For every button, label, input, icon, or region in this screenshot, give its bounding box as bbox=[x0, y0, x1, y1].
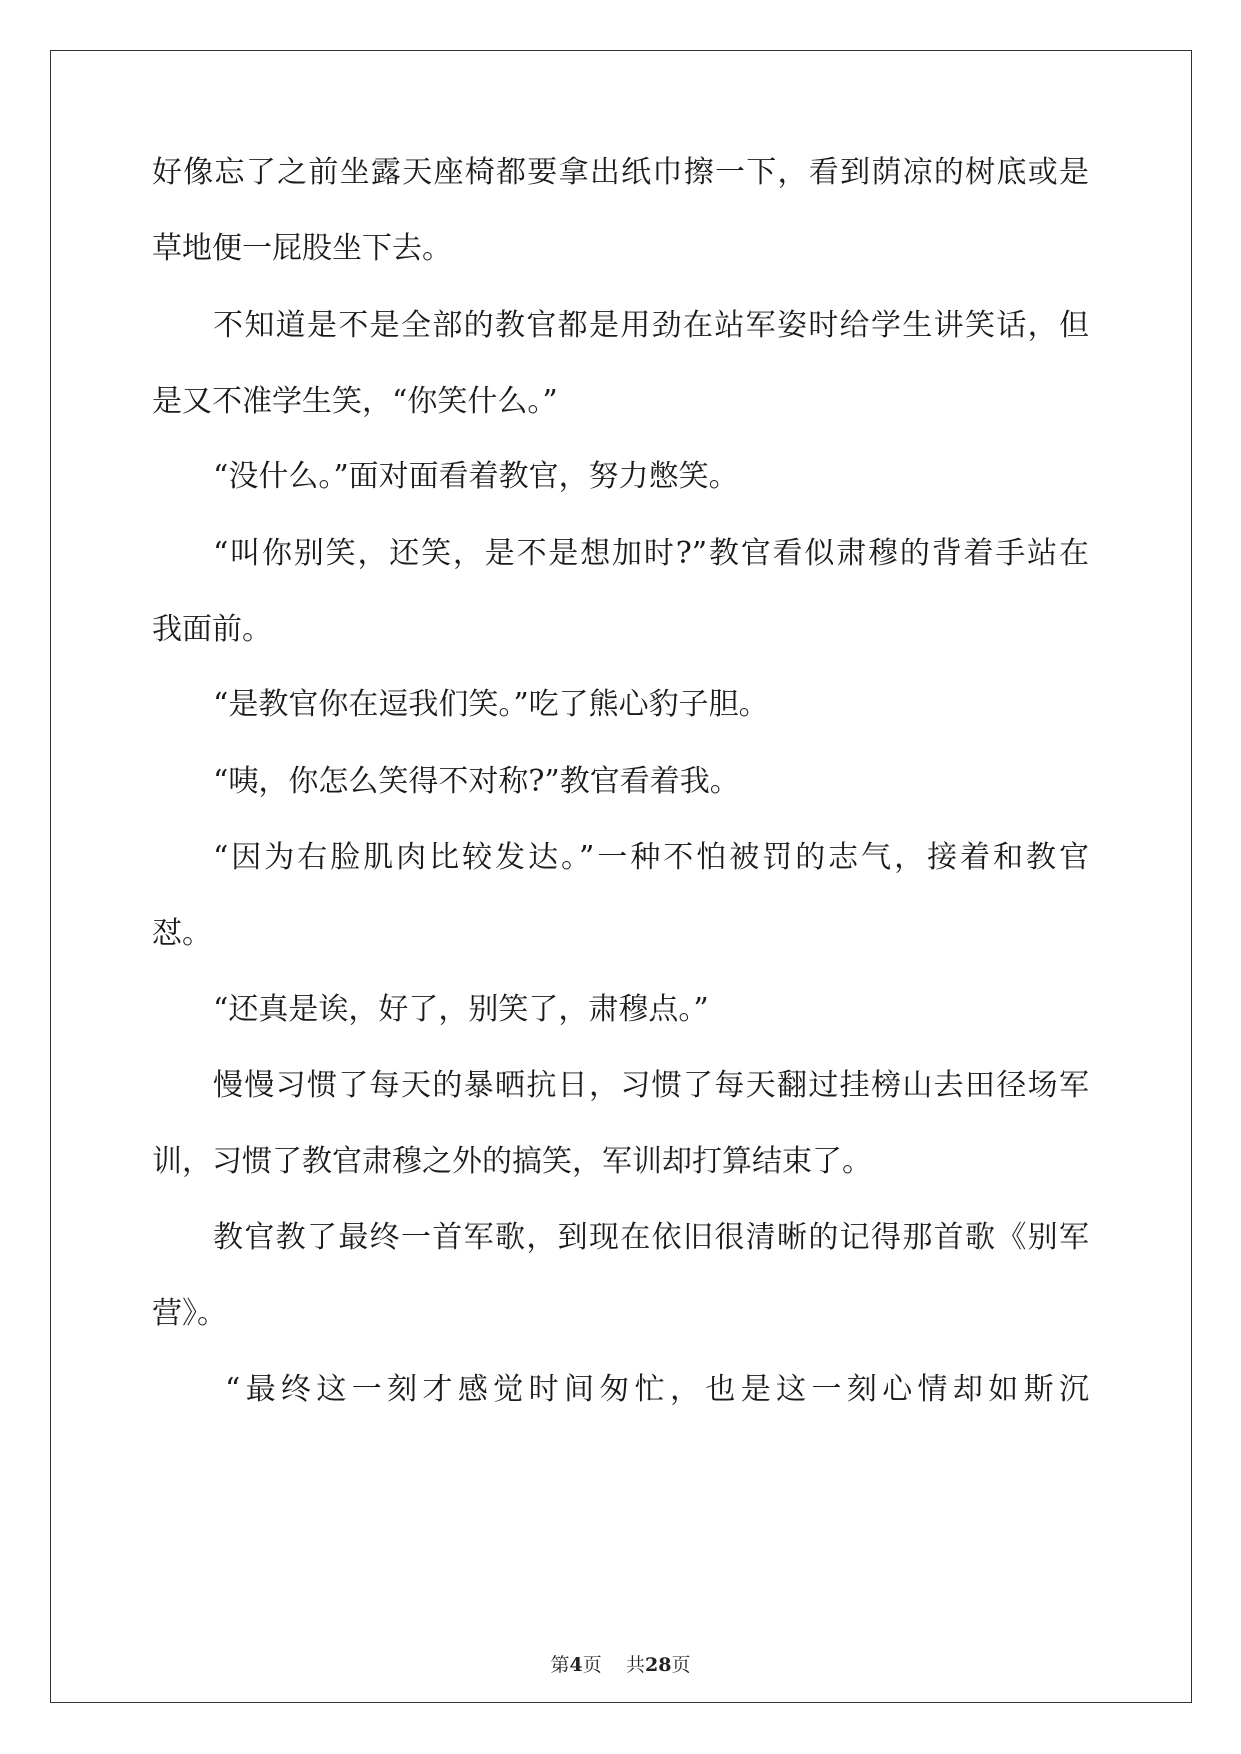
text-line: 怼。 bbox=[152, 916, 212, 951]
page-label-suffix: 页 bbox=[582, 1654, 602, 1676]
text-line: 草地便一屁股坐下去。 bbox=[152, 231, 452, 266]
page-label-prefix: 第 bbox=[550, 1654, 570, 1676]
total-label-prefix: 共 bbox=[625, 1654, 645, 1676]
total-pages: 28 bbox=[644, 1654, 672, 1676]
page-number: 4 bbox=[569, 1654, 583, 1676]
text-line: “没什么。”面对面看着教官，努力憋笑。 bbox=[213, 459, 739, 494]
text-line: “咦，你怎么笑得不对称?”教官看着我。 bbox=[213, 764, 740, 799]
text-line: “是教官你在逗我们笑。”吃了熊心豹子胆。 bbox=[213, 687, 769, 722]
total-label-suffix: 页 bbox=[671, 1654, 691, 1676]
text-line: 不知道是不是全部的教官都是用劲在站军姿时给学生讲笑话，但 bbox=[213, 308, 1089, 343]
text-line: 教官教了最终一首军歌，到现在依旧很清晰的记得那首歌《别军 bbox=[213, 1220, 1089, 1255]
text-line: “最终这一刻才感觉时间匆忙，也是这一刻心情却如斯沉 bbox=[225, 1372, 1089, 1407]
text-line: 慢慢习惯了每天的暴晒抗日，习惯了每天翻过挂榜山去田径场军 bbox=[213, 1068, 1089, 1103]
text-line: 我面前。 bbox=[152, 612, 272, 647]
text-line: 好像忘了之前坐露天座椅都要拿出纸巾擦一下，看到荫凉的树底或是 bbox=[152, 155, 1089, 190]
page-footer bbox=[0, 1650, 1241, 1677]
text-line: “叫你别笑，还笑，是不是想加时?”教官看似肃穆的背着手站在 bbox=[213, 536, 1089, 571]
text-line: 营》。 bbox=[152, 1296, 227, 1331]
text-line: 是又不准学生笑，“你笑什么。” bbox=[152, 384, 558, 419]
text-line: 训，习惯了教官肃穆之外的搞笑，军训却打算结束了。 bbox=[152, 1144, 872, 1179]
text-line: “因为右脸肌肉比较发达。”一种不怕被罚的志气，接着和教官 bbox=[213, 840, 1089, 875]
text-line: “还真是诶，好了，别笑了，肃穆点。” bbox=[213, 992, 709, 1027]
